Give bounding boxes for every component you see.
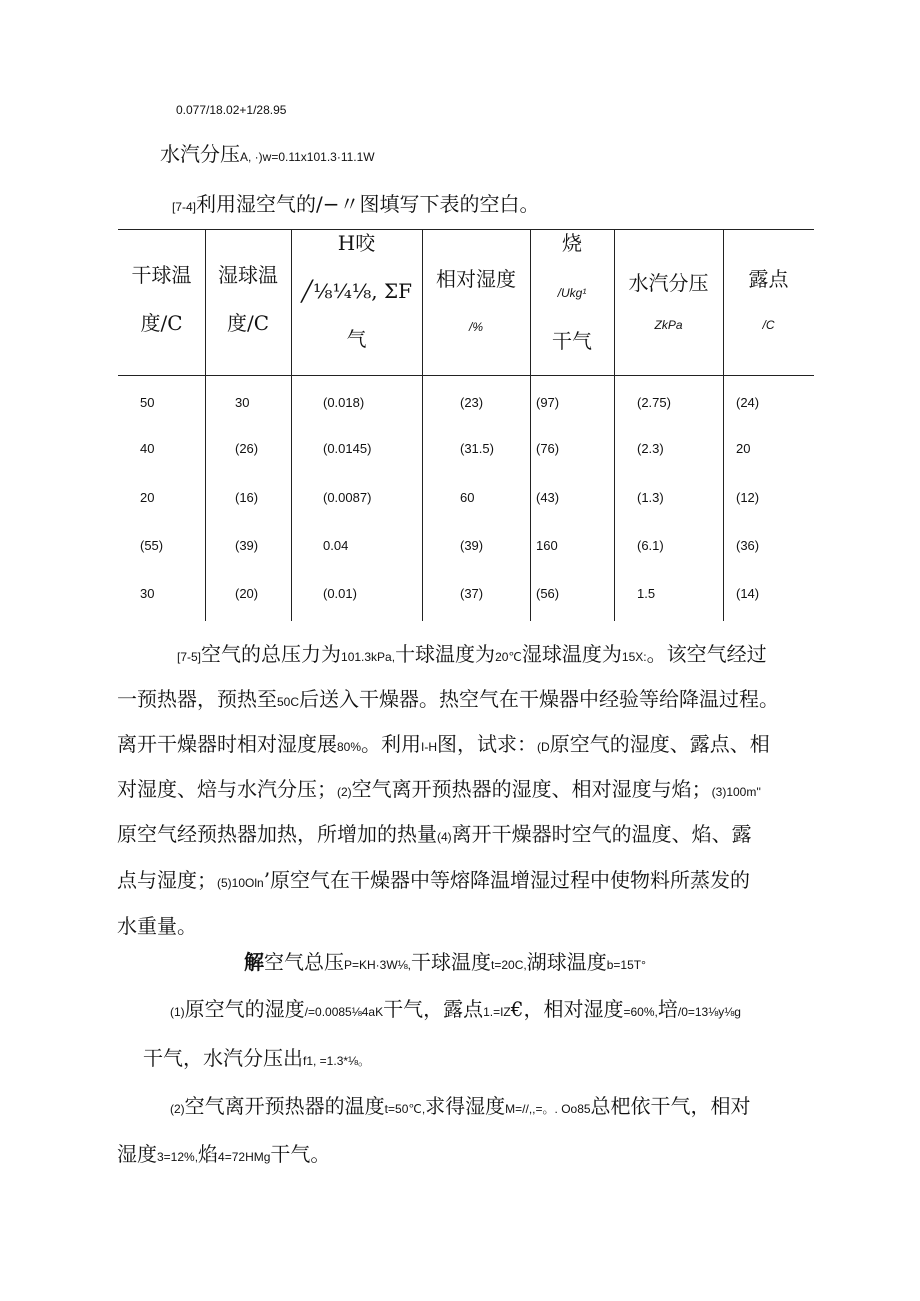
solution-heading: 解空气总压P=KH·3W⅛,干球温度t=20C,湖球温度b=15T° [244,950,646,974]
problem-7-5-line-5: 原空气经预热器加热，所增加的热量(4)离开干燥器时空气的温度、焰、露 [117,822,752,846]
solution-part-2-cont: 湿度3=12%,焰4=72HMg干气。 [117,1142,331,1166]
problem-text: 利用湿空气的/−〃图填写下表的空白。 [196,192,540,216]
table-cell: 30 [235,395,250,410]
table-cell: 1.5 [637,586,656,601]
problem-7-5-line-4: 对湿度、焙与水汽分压；(2)空气离开预热器的湿度、相对湿度与焰；(3)100m'' [117,777,761,801]
formula-line: 0.077/18.02+1/28.95 [176,103,287,117]
problem-7-5-line-7: 水重量。 [117,914,197,938]
table-cell: (0.0145) [323,441,372,456]
table-cell: (36) [736,538,760,553]
psychrometric-table [118,229,814,621]
header-enthalpy: 烧 /Ukg¹ 干气 [552,231,592,353]
header-vapor-pressure: 水汽分压 ZkPa [628,271,709,332]
problem-7-5-line-6: 点与湿度；(5)10Oln’原空气在干燥器中等熔降温增湿过程中使物料所蒸发的 [117,868,751,892]
problem-7-5-line-2: 一预热器，预热至50C后送入干燥器。热空气在干燥器中经验等给降温过程。 [117,687,780,711]
table-cell: 40 [140,441,155,456]
header-wet-bulb: 湿球温 度/C [218,263,278,335]
table-cell: (14) [736,586,760,601]
table-cell: (0.018) [323,395,365,410]
table-cell: (55) [140,538,164,553]
solution-label: 解 [244,950,264,974]
vapor-label: 水汽分压 [160,142,240,166]
header-humidity: H咬 ╱⅛¼⅛, ΣF 气 [301,231,412,351]
solution [117,952,822,1202]
table-cell: (0.01) [323,586,357,601]
problem-7-5-line-3: 离开干燥器时相对湿度展80%。利用I-H图，试求：(D原空气的湿度、露点、相 [117,732,770,756]
table-cell: (0.0087) [323,490,372,505]
vapor-formula: A, ·)w=0.11x101.3·11.1W [240,150,375,164]
table-cell: (26) [235,441,259,456]
table-cell: (97) [536,395,560,410]
table-cell: 50 [140,395,155,410]
table-cell: (16) [235,490,259,505]
table-header-divider [118,375,814,376]
solution-part-1: (1)原空气的湿度/=0.0085⅛4aK干气，露点1.=IZ€，相对湿度=60%,培/0=13⅛y⅛g [170,997,741,1021]
table-cell: (39) [235,538,259,553]
header-dry-bulb: 干球温 度/C [131,263,192,335]
table-cell: (31.5) [460,441,494,456]
problem-7-4-title [172,188,540,217]
problem-7-5 [117,644,822,944]
table-cell: (20) [235,586,259,601]
table-cell: 20 [140,490,155,505]
table-cell: (1.3) [637,490,664,505]
table-cell: (2.3) [637,441,664,456]
vapor-pressure-line [160,138,375,167]
table-cell: 20 [736,441,751,456]
table-cell: (76) [536,441,560,456]
table-cell: (43) [536,490,560,505]
table-cell: 0.04 [323,538,349,553]
table-top-border [118,229,814,230]
table-cell: 30 [140,586,155,601]
header-relative-humidity: 相对湿度 /% [436,267,516,334]
table-cell: (39) [460,538,484,553]
table-cell: (23) [460,395,484,410]
table-cell: (2.75) [637,395,671,410]
table-cell: (56) [536,586,560,601]
table-cell: 160 [536,538,558,553]
header-dew-point: 露点 /C [748,267,789,332]
table-cell: (12) [736,490,760,505]
table-cell: (24) [736,395,760,410]
table-cell: (6.1) [637,538,664,553]
table-cell: 60 [460,490,475,505]
problem-7-5-line-1: [7-5]空气的总压力为101.3kPa,十球温度为20℃湿球温度为15X:。该空气经过 [177,642,767,666]
table-cell: (37) [460,586,484,601]
problem-number: [7-4] [172,200,197,214]
solution-part-1-cont: 干气，水汽分压出f1, =1.3*⅛。 [143,1046,371,1070]
solution-part-2: (2)空气离开预热器的温度t=50℃,求得湿度M=//,,=。. Oo85总杷依干气，相对 [170,1094,751,1118]
